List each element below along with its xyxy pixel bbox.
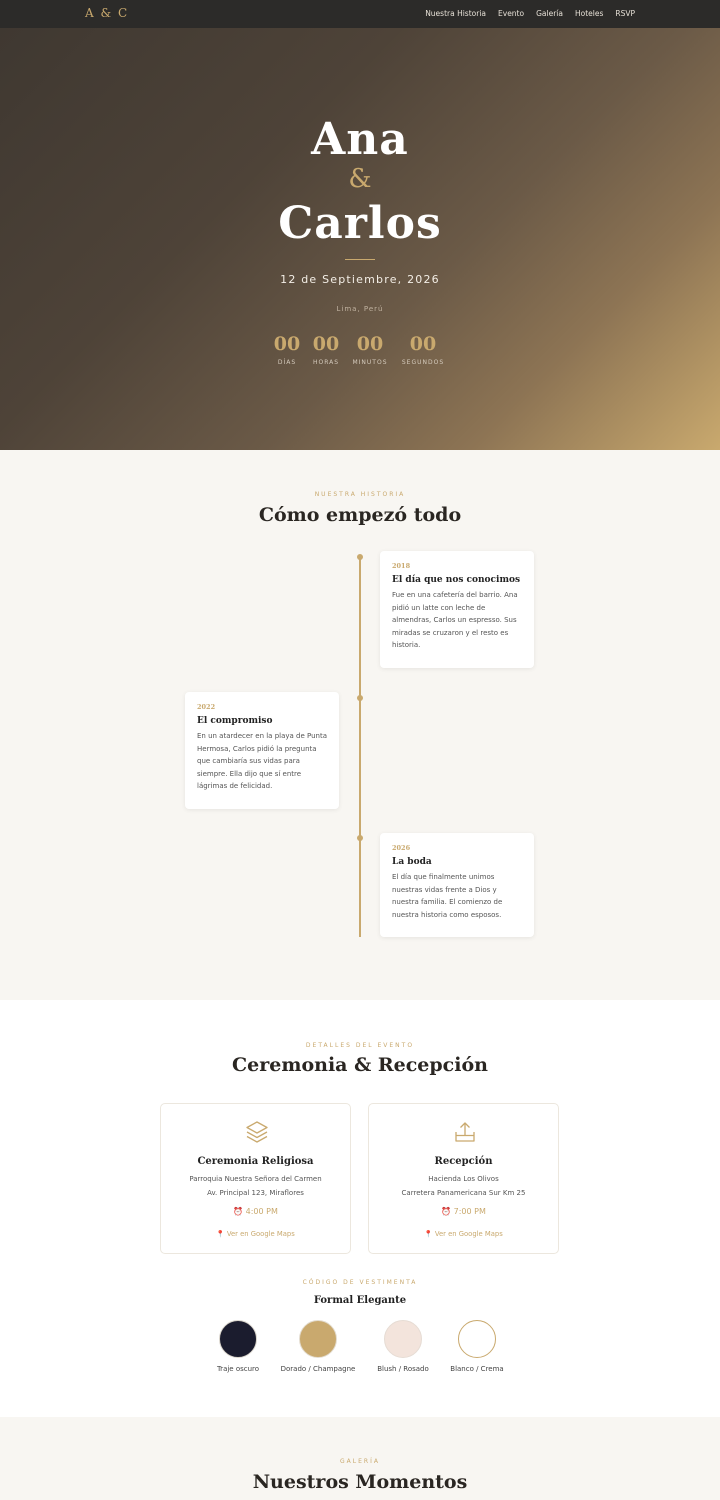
countdown-label: SEGUNDOS xyxy=(401,359,445,366)
event-title: Ceremonia & Recepción xyxy=(232,1054,488,1076)
gallery-eyebrow: GALERÍA xyxy=(340,1458,380,1465)
upload-box-icon xyxy=(452,1119,478,1145)
countdown-hours xyxy=(310,333,342,366)
wedding-location: Lima, Perú xyxy=(336,305,384,313)
hero-section xyxy=(0,28,720,450)
story-eyebrow: NUESTRA HISTORIA xyxy=(314,491,406,498)
swatch-cream xyxy=(458,1320,496,1358)
dress-eyebrow: CÓDIGO DE VESTIMENTA xyxy=(302,1279,418,1286)
timeline-title: El compromiso xyxy=(197,716,273,726)
swatch-label: Blanco / Crema xyxy=(450,1365,504,1373)
reception-map-link[interactable]: 📍 Ver en Google Maps xyxy=(424,1230,503,1238)
timeline-title: El día que nos conocimos xyxy=(392,575,521,585)
nav-link-historia[interactable]: Nuestra Historia xyxy=(425,9,487,18)
countdown-days xyxy=(270,333,304,366)
timeline-title: La boda xyxy=(392,857,432,867)
countdown xyxy=(270,333,450,373)
countdown-label: DÍAS xyxy=(277,359,297,366)
nav-link-rsvp[interactable]: RSVP xyxy=(615,9,635,18)
reception-venue: Hacienda Los Olivos xyxy=(428,1175,499,1183)
swatch-label: Traje oscuro xyxy=(216,1365,260,1373)
nav-link-evento[interactable]: Evento xyxy=(498,9,525,18)
groom-name: Carlos xyxy=(278,198,442,249)
timeline-year: 2022 xyxy=(197,703,216,711)
timeline-dot xyxy=(357,695,363,701)
countdown-value: 00 xyxy=(273,333,301,355)
bride-name: Ana xyxy=(311,114,409,165)
nav-link-galeria[interactable]: Galería xyxy=(536,9,563,18)
countdown-label: MINUTOS xyxy=(352,359,388,366)
timeline-dot xyxy=(357,835,363,841)
swatch-label: Dorado / Champagne xyxy=(280,1365,356,1373)
nav-link-hoteles[interactable]: Hoteles xyxy=(574,9,604,18)
countdown-label: HORAS xyxy=(312,359,340,366)
ampersand: & xyxy=(348,164,372,194)
timeline-dot xyxy=(357,554,363,560)
brand-logo[interactable]: A & C xyxy=(85,6,129,20)
nav-links xyxy=(425,9,635,18)
gallery-section xyxy=(0,1417,720,1500)
swatch-label: Blush / Rosado xyxy=(377,1365,429,1373)
reception-address: Carretera Panamericana Sur Km 25 xyxy=(401,1189,526,1197)
ceremony-map-link[interactable]: 📍 Ver en Google Maps xyxy=(216,1230,295,1238)
wedding-date: 12 de Septiembre, 2026 xyxy=(280,273,440,286)
timeline-text: En un atardecer en la playa de Punta Hermosa, Carlos pidió la pregunta que cambiaría sus vidas para siempre. Ella dijo que sí entre lágrimas de felicidad. xyxy=(197,732,328,791)
swatch-dark-suit xyxy=(219,1320,257,1358)
event-section xyxy=(0,1000,720,1417)
dress-title: Formal Elegante xyxy=(313,1295,407,1306)
layers-icon xyxy=(244,1119,270,1145)
countdown-value: 00 xyxy=(312,333,340,355)
story-title: Cómo empezó todo xyxy=(258,504,462,526)
story-section xyxy=(0,450,720,1000)
countdown-value: 00 xyxy=(409,333,437,355)
timeline-text: El día que finalmente unimos nuestras vidas frente a Dios y nuestra familia. El comienzo de nuestra historia como esposos. xyxy=(392,873,503,919)
ceremony-title: Ceremonia Religiosa xyxy=(197,1156,314,1167)
timeline-card-wedding xyxy=(380,833,534,937)
countdown-seconds xyxy=(400,333,446,366)
reception-card xyxy=(368,1103,559,1254)
reception-time: ⏰ 7:00 PM xyxy=(441,1207,486,1216)
timeline-year: 2026 xyxy=(392,844,411,852)
ceremony-time: ⏰ 4:00 PM xyxy=(233,1207,278,1216)
event-eyebrow: DETALLES DEL EVENTO xyxy=(305,1042,415,1049)
ceremony-card xyxy=(160,1103,351,1254)
top-nav xyxy=(0,0,720,28)
swatch-blush xyxy=(384,1320,422,1358)
swatch-gold xyxy=(299,1320,337,1358)
reception-title: Recepción xyxy=(434,1156,493,1167)
timeline-text: Fue en una cafetería del barrio. Ana pidió un latte con leche de almendras, Carlos un espresso. Sus miradas se cruzaron y el resto es historia. xyxy=(392,591,518,650)
gallery-title: Nuestros Momentos xyxy=(252,1471,468,1493)
timeline-line xyxy=(359,555,361,937)
countdown-value: 00 xyxy=(356,333,384,355)
timeline-card-met xyxy=(380,551,534,668)
hero-divider xyxy=(345,259,375,260)
ceremony-venue: Parroquia Nuestra Señora del Carmen xyxy=(189,1175,322,1183)
ceremony-address: Av. Principal 123, Miraflores xyxy=(207,1189,304,1197)
countdown-minutes xyxy=(350,333,390,366)
timeline-card-engagement xyxy=(185,692,339,809)
timeline-year: 2018 xyxy=(392,562,411,570)
